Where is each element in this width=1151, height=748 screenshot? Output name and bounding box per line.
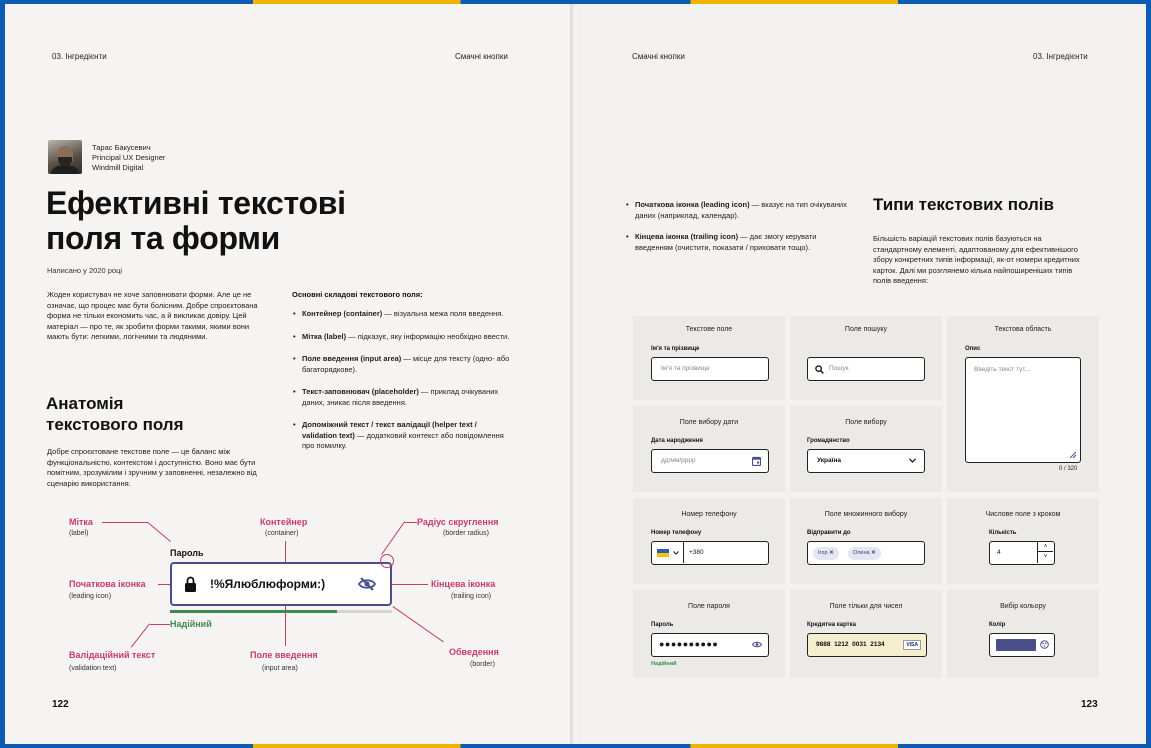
eye-icon[interactable] bbox=[752, 641, 762, 648]
chip[interactable]: Ігор ✕ bbox=[813, 547, 839, 560]
running-head-left: Смачні кнопки bbox=[632, 52, 685, 61]
field-label: Пароль bbox=[651, 622, 674, 628]
callout-leading-sub: (leading icon) bbox=[69, 593, 112, 600]
callout-line bbox=[285, 541, 286, 562]
field-label: Громадянство bbox=[807, 438, 850, 444]
parts-list bbox=[292, 309, 512, 464]
page-number-left: 122 bbox=[52, 699, 69, 710]
title-line-2: поля та форми bbox=[46, 220, 281, 256]
char-counter: 0 / 320 bbox=[1059, 466, 1078, 472]
list-item: • Текст-заповнювач (placeholder) — приклад очікуваних даних, зникає після введення. bbox=[292, 387, 512, 408]
close-icon: ✕ bbox=[829, 550, 834, 556]
written-date: Написано у 2020 році bbox=[47, 266, 123, 275]
citizenship-select[interactable] bbox=[807, 449, 925, 473]
strength-fill bbox=[170, 610, 337, 613]
example-field-value: !%Ялюблюформи:) bbox=[210, 577, 326, 591]
field-label: Кількість bbox=[989, 530, 1017, 536]
frame-bottom-stripe bbox=[0, 744, 1151, 748]
quantity-stepper[interactable] bbox=[989, 541, 1055, 565]
credit-card-input[interactable] bbox=[807, 633, 927, 657]
running-head-left: 03. Інгредієнти bbox=[52, 52, 107, 61]
card-multi-select bbox=[790, 498, 942, 584]
description-textarea[interactable] bbox=[965, 357, 1081, 463]
page-number-right: 123 bbox=[1081, 699, 1098, 710]
color-swatch bbox=[996, 639, 1036, 651]
chip[interactable]: Олена ✕ bbox=[848, 547, 881, 560]
callout-leading-title: Початкова іконка bbox=[69, 579, 146, 589]
list-item: • Контейнер (container) — візуальна межа поля введення. bbox=[292, 309, 512, 320]
search-input[interactable] bbox=[807, 357, 925, 381]
card-title: Поле вибору дати bbox=[679, 419, 739, 426]
card-title: Поле тільки для чисел bbox=[829, 603, 903, 610]
card-password bbox=[633, 590, 785, 678]
calendar-icon[interactable] bbox=[752, 456, 761, 466]
anatomy-heading-line-2: текстового поля bbox=[46, 415, 184, 434]
card-date bbox=[633, 406, 785, 492]
card-search bbox=[790, 316, 942, 400]
callout-label-sub: (label) bbox=[69, 530, 89, 537]
card-title: Поле множинного вибору bbox=[824, 511, 908, 518]
recipients-multi-select[interactable] bbox=[807, 541, 925, 565]
callout-container-sub: (container) bbox=[265, 530, 299, 537]
list-item: • Мітка (label) — підказує, яку інформацію необхідно ввести. bbox=[292, 332, 512, 343]
chevron-down-icon bbox=[909, 458, 916, 463]
card-title: Номер телефону bbox=[681, 511, 737, 518]
card-title: Текстове поле bbox=[685, 326, 733, 333]
icon-bullets bbox=[625, 200, 855, 264]
placeholder: Ім'я та прізвище bbox=[661, 365, 710, 372]
callout-container-title: Контейнер bbox=[260, 517, 308, 527]
intro-paragraph: Жоден користувач не хоче заповнювати форми. Але це не означає, що процес має бути болісним. Добре спроєктована форма не тільки економить час, а й викликає довіру. Цей матеріал — про те, як зробити форми такими, якими вони мають бути: легкими, логічними та людяними. bbox=[47, 290, 258, 341]
author-company: Windmill Digital bbox=[92, 163, 144, 172]
callout-border-title: Обведення bbox=[449, 647, 499, 657]
placeholder: дд/мм/рррр bbox=[661, 457, 696, 464]
author-avatar bbox=[48, 140, 82, 174]
card-stepper bbox=[947, 498, 1099, 584]
password-strength-bar bbox=[170, 610, 392, 613]
callout-line bbox=[150, 624, 170, 625]
stepper-up-icon[interactable]: ˄ bbox=[1038, 542, 1053, 552]
stepper-down-icon[interactable]: ˅ bbox=[1043, 554, 1048, 560]
example-field-label: Пароль bbox=[170, 548, 204, 558]
callout-input-title: Поле введення bbox=[250, 650, 318, 660]
color-picker[interactable] bbox=[989, 633, 1055, 657]
list-item: • Кінцева іконка (trailing icon) — дає змогу керувати введенням (очистити, показати / приховати тощо). bbox=[625, 232, 855, 253]
card-phone bbox=[633, 498, 785, 584]
field-label: Колір bbox=[989, 622, 1006, 628]
card-title: Поле пошуку bbox=[844, 326, 888, 333]
country-code-select[interactable] bbox=[652, 542, 684, 563]
phone-input[interactable] bbox=[651, 541, 769, 565]
card-title: Числове поле з кроком bbox=[985, 511, 1061, 518]
field-label: Номер телефону bbox=[651, 530, 702, 536]
placeholder: Введіть текст тут... bbox=[974, 366, 1031, 373]
card-title: Вибір кольору bbox=[1000, 603, 1046, 610]
anatomy-heading-line-1: Анатомія bbox=[46, 394, 124, 413]
callout-validation-title: Валідаційний текст bbox=[69, 650, 156, 660]
list-item: • Поле введення (input area) — місце для тексту (одно- або багаторядкове). bbox=[292, 354, 512, 375]
callout-line bbox=[405, 522, 417, 523]
palette-icon[interactable] bbox=[1040, 640, 1049, 649]
callout-label-title: Мітка bbox=[69, 517, 93, 527]
password-value: ●●●●●●●●●● bbox=[659, 639, 719, 649]
author-role: Principal UX Designer bbox=[92, 153, 166, 162]
callout-radius-title: Радіус скруглення bbox=[417, 517, 499, 527]
title-line-1: Ефективні текстові bbox=[46, 185, 346, 221]
parts-title: Основні складові текстового поля: bbox=[292, 290, 423, 299]
anatomy-paragraph: Добре спроєктоване текстове поле — це баланс між функціональністю, контекстом і доступністю. Воно має бути помітним, зрозумілим і зручним у заповненні, незалежно від сценарію використання. bbox=[47, 447, 257, 488]
card-title: Поле вибору bbox=[845, 419, 887, 426]
radius-marker bbox=[380, 554, 394, 568]
running-head-right: Смачні кнопки bbox=[455, 52, 508, 61]
name-input[interactable] bbox=[651, 357, 769, 381]
strength-text: Надійний bbox=[170, 619, 212, 629]
lock-icon bbox=[184, 576, 197, 592]
callout-validation-sub: (validation text) bbox=[69, 665, 117, 672]
card-number-value: 9888 1212 0031 2134 bbox=[816, 641, 885, 648]
select-value: Україна bbox=[817, 457, 842, 464]
callout-radius-sub: (border radius) bbox=[443, 530, 489, 537]
search-icon bbox=[815, 365, 824, 374]
card-title: Поле пароля bbox=[688, 603, 730, 610]
card-text-field bbox=[633, 316, 785, 400]
callout-input-sub: (input area) bbox=[262, 665, 298, 672]
list-item: • Допоміжний текст / текст валідації (helper text / validation text) — додатковий контекст або повідомлення про помилку. bbox=[292, 420, 512, 452]
field-label: Кредитна картка bbox=[807, 622, 856, 628]
author-name: Тарас Бакусевич bbox=[92, 143, 151, 152]
field-label: Ім'я та прізвище bbox=[651, 346, 700, 352]
chevron-down-icon bbox=[673, 551, 679, 555]
types-paragraph: Більшість варіацій текстових полів базуються на стандартному елементі, адаптованому для ефективнішого збору конкретних типів інформації, як-от номери кредитних карток. Далі ми розглянемо кілька найпоширеніших типів полів введення: bbox=[873, 234, 1080, 285]
field-label: Опис bbox=[965, 346, 981, 352]
password-helper: Надійний bbox=[651, 661, 677, 667]
card-number-only bbox=[790, 590, 942, 678]
article-title bbox=[46, 186, 446, 256]
eye-off-icon[interactable] bbox=[358, 577, 376, 591]
visa-icon: VISA bbox=[903, 640, 921, 650]
running-head-right: 03. Інгредієнти bbox=[1033, 52, 1088, 61]
callout-line bbox=[102, 522, 148, 523]
callout-trailing-title: Кінцева іконка bbox=[431, 579, 496, 589]
list-item: • Початкова іконка (leading icon) — вказує на тип очікуваних даних (наприклад, календар). bbox=[625, 200, 855, 221]
close-icon: ✕ bbox=[871, 550, 876, 556]
resize-handle-icon[interactable] bbox=[1069, 451, 1077, 459]
example-password-field[interactable] bbox=[170, 562, 392, 606]
date-input[interactable] bbox=[651, 449, 769, 473]
stepper-value: 4 bbox=[997, 549, 1001, 556]
types-heading: Типи текстових полів bbox=[873, 195, 1054, 214]
card-select bbox=[790, 406, 942, 492]
author-block bbox=[92, 143, 165, 173]
placeholder: Пошук bbox=[829, 365, 849, 372]
card-textarea bbox=[947, 316, 1099, 492]
callout-trailing-sub: (trailing icon) bbox=[451, 593, 492, 600]
card-color bbox=[947, 590, 1099, 678]
card-title: Текстова область bbox=[994, 326, 1052, 333]
field-label: Відправити до bbox=[807, 530, 851, 536]
field-label: Дата народження bbox=[651, 438, 703, 444]
anatomy-heading bbox=[46, 393, 246, 435]
phone-value: +380 bbox=[689, 549, 704, 556]
password-input[interactable] bbox=[651, 633, 769, 657]
callout-border-sub: (border) bbox=[470, 661, 495, 668]
